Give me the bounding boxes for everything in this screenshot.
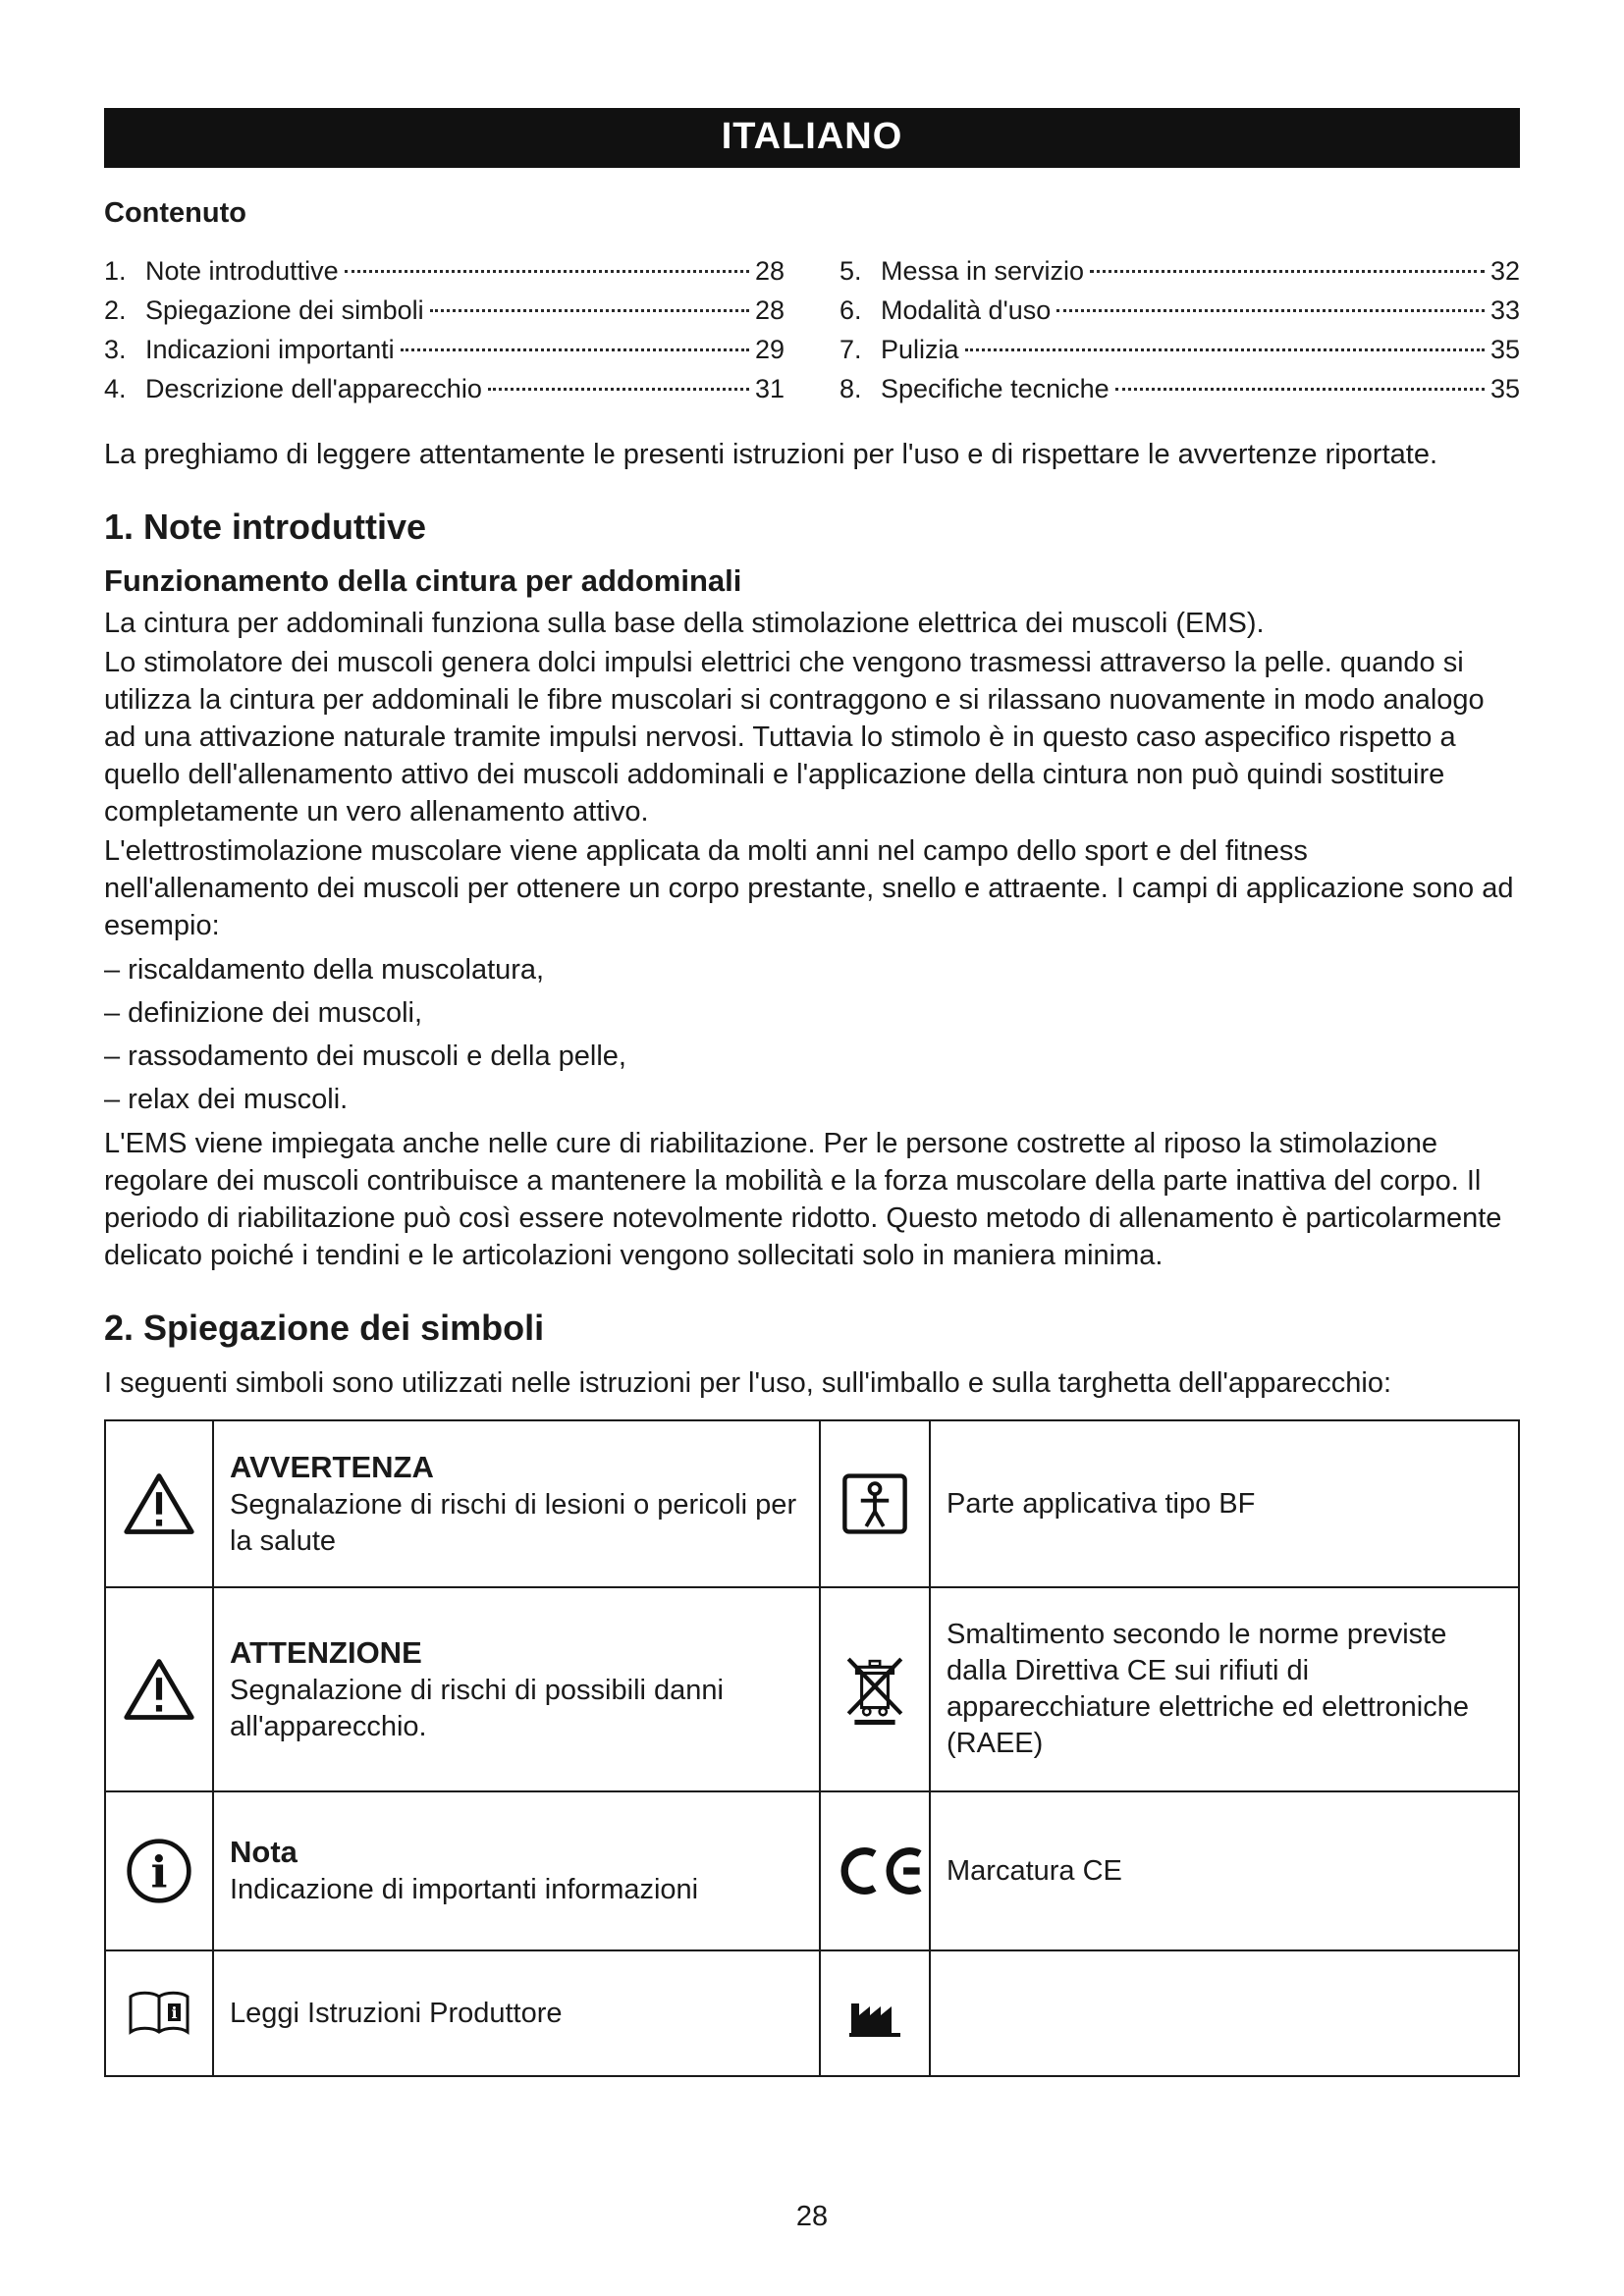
- toc-left-column: [104, 251, 785, 408]
- contents-heading: Contenuto: [104, 197, 246, 229]
- symbol-description-cell: [930, 1420, 1519, 1587]
- table-row: [105, 1791, 1519, 1950]
- symbol-description-cell: [930, 1587, 1519, 1791]
- section1-paragraph-4: L'EMS viene impiegata anche nelle cure di riabilitazione. Per le persone costrette al riposo la stimolazione regolare dei muscoli contribuisce a mantenere la mobilità e la forza muscolare della parte inattiva del corpo. Il periodo di riabilitazione può così essere notevolmente ridotto. Questo metodo di allenamento è particolarmente delicato poiché i tendini e le articolazioni vengono sollecitati solo in maniera minima.: [104, 1128, 1502, 1271]
- toc-dot-leader: [488, 388, 749, 391]
- symbol-description-cell: [930, 1791, 1519, 1950]
- table-row: [105, 1950, 1519, 2076]
- list-item: – definizione dei muscoli,: [104, 997, 423, 1029]
- info-circle-icon: [105, 1791, 213, 1950]
- toc-entry-number: 1.: [104, 256, 127, 286]
- section1-paragraph-1: La cintura per addominali funziona sulla base della stimolazione elettrica dei muscoli (EMS).: [104, 608, 1265, 639]
- toc-entry-label: Descrizione dell'apparecchio: [145, 374, 482, 403]
- symbol-title: AVVERTENZA: [230, 1449, 434, 1484]
- svg-text:i: i: [150, 1846, 168, 1898]
- symbol-text: Smaltimento secondo le norme previste dalla Direttiva CE sui rifiuti di apparecchiature elettriche ed elettroniche (RAEE): [947, 1619, 1469, 1759]
- page-number: 28: [795, 2201, 829, 2232]
- svg-text:i: i: [171, 2003, 178, 2022]
- read-instructions-icon: [105, 1950, 213, 2076]
- toc-entry: [839, 369, 1520, 408]
- toc-entry: [104, 369, 785, 408]
- toc-entry: [839, 330, 1520, 369]
- language-banner: ITALIANO: [104, 108, 1520, 168]
- symbol-text: Indicazione di importanti informazioni: [230, 1874, 699, 1905]
- table-row: [105, 1587, 1519, 1791]
- toc-entry-page: 31: [754, 374, 785, 403]
- weee-crossed-bin-icon: [820, 1587, 930, 1791]
- symbol-text: Leggi Istruzioni Produttore: [230, 1997, 563, 2029]
- list-item: – relax dei muscoli.: [104, 1084, 349, 1115]
- toc-entry-page: 35: [1489, 335, 1520, 364]
- toc-dot-leader: [1056, 309, 1485, 312]
- toc-entry-label: Modalità d'uso: [881, 295, 1052, 325]
- bf-applied-part-icon: [820, 1420, 930, 1587]
- symbol-description-cell: [213, 1791, 820, 1950]
- application-fields-list: [104, 948, 1520, 1121]
- toc-entry-number: 7.: [839, 335, 862, 364]
- toc-entry-number: 6.: [839, 295, 862, 325]
- list-item: – rassodamento dei muscoli e della pelle,: [104, 1041, 626, 1072]
- toc-entry-page: 32: [1489, 256, 1520, 286]
- symbol-text: Parte applicativa tipo BF: [947, 1487, 1256, 1520]
- toc-entry-page: 33: [1489, 295, 1520, 325]
- table-of-contents: [104, 251, 1520, 408]
- symbol-title: Nota: [230, 1835, 298, 1869]
- symbol-description-cell: [213, 1587, 820, 1791]
- section1-paragraph-2: Lo stimolatore dei muscoli genera dolci impulsi elettrici che vengono trasmessi attraverso la pelle. quando si utilizza la cintura per addominali le fibre muscolari si contraggono e si rilassano nuovamente in modo analogo ad una attivazione naturale tramite impulsi nervosi. Tuttavia lo stimolo è in questo caso aspecifico rispetto a quello dell'allenamento attivo dei muscoli addominali e l'applicazione della cintura non può quindi sostituire completamente un vero allenamento attivo.: [104, 647, 1485, 828]
- toc-entry-label: Pulizia: [881, 335, 959, 364]
- symbol-text: Segnalazione di rischi di lesioni o pericoli per la salute: [230, 1488, 797, 1557]
- manufacturer-icon: [820, 1950, 930, 2076]
- toc-dot-leader: [401, 348, 749, 351]
- symbol-text: Segnalazione di rischi di possibili danni all'apparecchio.: [230, 1674, 724, 1742]
- toc-entry-page: 35: [1489, 374, 1520, 403]
- warning-triangle-icon: [105, 1587, 213, 1791]
- section2-heading: 2. Spiegazione dei simboli: [104, 1308, 545, 1348]
- toc-dot-leader: [430, 309, 749, 312]
- toc-entry: [839, 251, 1520, 291]
- symbol-description-cell: [930, 1950, 1519, 2076]
- toc-entry: [104, 251, 785, 291]
- toc-entry-page: 28: [754, 256, 785, 286]
- symbol-description-cell: [213, 1420, 820, 1587]
- toc-entry-label: Spiegazione dei simboli: [145, 295, 424, 325]
- symbol-text: Marcatura CE: [947, 1854, 1122, 1887]
- toc-entry-page: 28: [754, 295, 785, 325]
- toc-entry-number: 4.: [104, 374, 127, 403]
- toc-dot-leader: [345, 270, 749, 273]
- toc-entry-label: Indicazioni importanti: [145, 335, 395, 364]
- toc-entry: [104, 291, 785, 330]
- section1-subheading: Funzionamento della cintura per addominali: [104, 563, 742, 598]
- toc-entry-label: Messa in servizio: [881, 256, 1085, 286]
- toc-entry-number: 3.: [104, 335, 127, 364]
- section1-heading: 1. Note introduttive: [104, 507, 427, 547]
- ce-mark-icon: [820, 1791, 930, 1950]
- symbols-table: [104, 1419, 1520, 2077]
- symbol-title: ATTENZIONE: [230, 1634, 422, 1670]
- symbol-description-cell: [213, 1950, 820, 2076]
- toc-entry-number: 2.: [104, 295, 127, 325]
- toc-entry-label: Note introduttive: [145, 256, 339, 286]
- toc-entry-number: 8.: [839, 374, 862, 403]
- toc-entry: [839, 291, 1520, 330]
- section2-intro: I seguenti simboli sono utilizzati nelle istruzioni per l'uso, sull'imballo e sulla targhetta dell'apparecchio:: [104, 1367, 1392, 1399]
- toc-entry: [104, 330, 785, 369]
- toc-dot-leader: [1090, 270, 1485, 273]
- intro-paragraph: La preghiamo di leggere attentamente le presenti istruzioni per l'uso e di rispettare le avvertenze riportate.: [104, 439, 1438, 470]
- toc-entry-label: Specifiche tecniche: [881, 374, 1110, 403]
- toc-entry-page: 29: [754, 335, 785, 364]
- toc-right-column: [839, 251, 1520, 408]
- toc-dot-leader: [965, 348, 1485, 351]
- section1-paragraph-3: L'elettrostimolazione muscolare viene applicata da molti anni nel campo dello sport e del fitness nell'allenamento dei muscoli per ottenere un corpo prestante, snello e attraente. I campi di applicazione sono ad esempio:: [104, 835, 1514, 941]
- warning-triangle-icon: [105, 1420, 213, 1587]
- table-row: [105, 1420, 1519, 1587]
- toc-entry-number: 5.: [839, 256, 862, 286]
- list-item: – riscaldamento della muscolatura,: [104, 954, 545, 986]
- toc-dot-leader: [1115, 388, 1485, 391]
